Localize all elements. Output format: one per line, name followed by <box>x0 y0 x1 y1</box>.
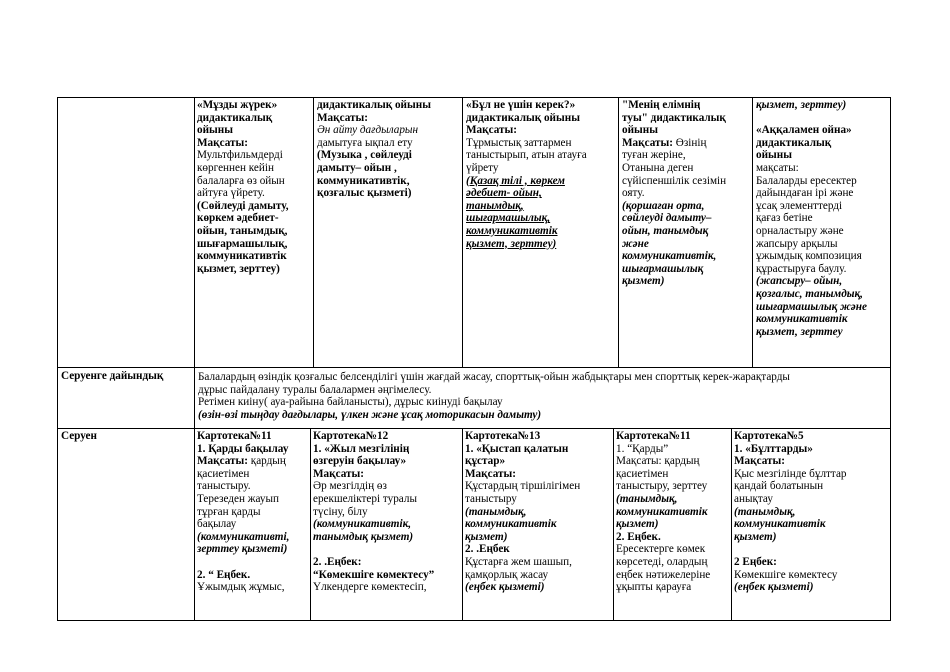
walk-preparation-label: Серуенге дайындық <box>61 370 164 382</box>
text-line: ойын, танымдық, <box>197 224 288 237</box>
text-line: көрсетеді, олардың <box>616 555 708 568</box>
text-line: дайындаған ірі және <box>756 187 854 200</box>
text-line: «Аққаламен ойна» <box>756 124 852 137</box>
text-line: құстар» <box>465 455 506 468</box>
text-line: (Музыка , сөйлеуді <box>317 149 412 162</box>
text-line: Картотека№13 <box>465 430 541 442</box>
text-line: Мақсаты: <box>466 124 517 137</box>
text-line: Мақсаты: <box>734 455 785 468</box>
text-line: 1. «Жыл мезгілінің <box>313 442 410 455</box>
row3-label <box>61 430 194 444</box>
text-line: Тұрмыстық заттармен <box>466 136 572 149</box>
text-line: сүйіспеншілік сезімін <box>622 174 727 187</box>
text-line: қызмет) <box>465 530 508 543</box>
walk-label: Серуен <box>61 430 97 442</box>
text-line: шығармашылық, <box>197 237 288 250</box>
text-line: өзгеруін бақылау» <box>313 455 407 468</box>
text-line: коммуникативтік <box>197 250 287 263</box>
text-line: коммуникативтік, <box>622 250 717 263</box>
text-line: Ересектерге көмек <box>616 543 706 556</box>
text-line: және <box>622 237 649 250</box>
text-line: шығармашылық, <box>466 212 551 225</box>
text-line: қызмет, зерттеу) <box>756 99 847 111</box>
text-line: "Менің елімнің <box>622 99 701 111</box>
text-line: мақсаты: <box>756 161 799 174</box>
text-line: жапсыру арқылы <box>756 237 838 250</box>
text-line: Балаларды ересектер <box>756 174 857 187</box>
text-line: көргеннен кейін <box>197 161 274 174</box>
text-line: дамытуға ықпал ету <box>317 136 413 149</box>
text-line: қозғалыс, танымдық, <box>756 287 863 300</box>
text-line: сөйлеуді дамыту– <box>622 212 712 225</box>
text-line: түсіну, білу <box>313 505 368 518</box>
text-line: қандай болатынын <box>734 480 824 493</box>
row1-cell-game-what-for <box>466 99 617 367</box>
table-row-divider-2 <box>57 428 891 429</box>
text-line: коммуникативтік <box>756 313 848 326</box>
text-line: қызмет) <box>622 275 665 288</box>
row1-cell-game-flag <box>622 99 751 367</box>
text-line: 2. Еңбек. <box>616 530 661 543</box>
text-line: “Көмекшіге көмектесу” <box>313 568 435 581</box>
text-line: ерекшеліктері туралы <box>313 492 417 505</box>
text-line: (қоршаған орта, <box>622 199 705 212</box>
text-line: айтуға үйрету. <box>197 187 265 200</box>
text-line: дидактикалық <box>756 136 832 149</box>
text-line: Картотека№5 <box>734 430 804 442</box>
text-line: әдебиет- ойын, <box>466 187 542 200</box>
text-line: 2 Еңбек: <box>734 555 777 568</box>
text-line: Мақсаты: <box>197 136 248 149</box>
text-line: үйрету <box>466 161 499 174</box>
text-line: шығармашылық <box>622 262 704 275</box>
row3-cell-card-12 <box>313 430 461 620</box>
text-line: коммуникативтік <box>465 518 557 531</box>
text-line: 2. .Еңбек <box>465 543 510 556</box>
text-line: қағаз бетіне <box>756 212 813 225</box>
row2-label <box>61 370 194 384</box>
text-line: еңбек нәтижелеріне <box>616 568 711 581</box>
row3-column-divider-4 <box>613 428 614 621</box>
row1-cell-game-white-pencil <box>756 99 890 367</box>
text-line: дидактикалық <box>197 111 273 124</box>
text-line: Картотека№11 <box>616 430 691 442</box>
text-line: (танымдық, <box>734 505 796 518</box>
text-line: қызмет) <box>734 530 777 543</box>
text-line: коммуникативтік <box>734 518 826 531</box>
text-line: (коммуникативті, <box>197 530 290 543</box>
text-line: таныстыру. <box>197 480 251 493</box>
row3-column-divider-3 <box>462 428 463 621</box>
row1-column-divider-2 <box>313 97 314 368</box>
text-line: Қыс мезгілінде бұлттар <box>734 467 847 480</box>
row2-content <box>198 371 888 427</box>
text-line: Мақсаты: <box>465 467 516 480</box>
text-line: ойын, танымдық <box>622 224 709 237</box>
text-line: (еңбек қызметі) <box>465 581 545 594</box>
text-line: таныстырып, атын атауға <box>466 149 587 162</box>
row3-cell-card-11 <box>197 430 309 620</box>
text-line: ұжымдық композиция <box>756 250 862 263</box>
text-line: коммуникативтік <box>616 505 708 518</box>
text-line: шығармашылық және <box>756 300 867 313</box>
text-line: Ретімен киіну( ауа-райына байланысты), дұрыс киінуді бақылау <box>198 396 503 409</box>
text-line: Терезеден жауып <box>197 492 279 505</box>
text-line: Құстарға жем шашып, <box>465 555 572 568</box>
text-line <box>197 556 309 569</box>
text-line: «Бұл не үшін керек?» <box>466 99 576 111</box>
text-line: Мақсаты: <box>313 467 364 480</box>
text-line: (еңбек қызметі) <box>734 581 814 594</box>
text-line <box>313 543 461 556</box>
text-line: танымдық қызмет) <box>313 530 414 543</box>
text-line: 1. «Бұлттарды» <box>734 442 813 455</box>
text-line: туған жеріне, <box>622 149 686 162</box>
text-line: қамқорлық жасау <box>465 568 549 581</box>
text-line: коммуникативтік, <box>317 174 410 187</box>
text-line: Мақсаты: <box>317 111 368 124</box>
text-line: ұсақ элементтерді <box>756 199 843 212</box>
text-line: қызмет, зерттеу) <box>466 237 557 250</box>
row3-cell-card-11b <box>616 430 730 620</box>
text-line: қызмет) <box>616 518 659 531</box>
text-line: дидактикалық ойыны <box>466 111 580 124</box>
text-line: қызмет, зерттеу) <box>197 262 280 275</box>
column-divider-1 <box>194 97 195 621</box>
text-line: таныстыру, зерттеу <box>616 480 708 493</box>
text-line: ұқыпты қарауға <box>616 581 692 594</box>
text-line: ояту. <box>622 187 645 200</box>
table-border-right <box>890 97 891 621</box>
row1-cell-music-game <box>317 99 461 367</box>
text-line: анықтау <box>734 492 773 505</box>
text-line: танымдық, <box>466 199 524 212</box>
text-line: Үлкендерге көмектесіп, <box>313 581 427 594</box>
table-row-divider-1 <box>57 367 891 368</box>
table-border-top <box>57 97 891 98</box>
text-line: Ән айту дағдыларын <box>317 124 419 137</box>
text-line: коммуникативтік <box>466 224 558 237</box>
text-line: (танымдық, <box>616 492 678 505</box>
text-line: балаларға өз ойын <box>197 174 285 187</box>
row3-cell-card-13 <box>465 430 612 620</box>
text-line: (коммуникативтік, <box>313 518 412 531</box>
text-line: дұрыс пайдалану туралы балалармен әңгімелесу. <box>198 383 432 396</box>
text-line: Мультфильмдерді <box>197 149 283 162</box>
text-line: бақылау <box>197 518 237 531</box>
row1-cell-game-frozen-heart <box>197 99 312 367</box>
text-line: ойыны <box>197 124 233 137</box>
text-line: Құстардың тіршілігімен <box>465 480 581 493</box>
text-line: «Мұзды жүрек» <box>197 99 278 111</box>
text-line: Картотека№11 <box>197 430 272 442</box>
text-line: құрастыруға баулу. <box>756 262 847 275</box>
text-line: Мақсаты: қардың <box>197 455 286 468</box>
text-line: (танымдық, <box>465 505 527 518</box>
text-line: дамыту– ойын , <box>317 161 397 174</box>
text-line: Мақсаты: қардың <box>616 455 700 468</box>
text-line: қасиетімен <box>616 467 669 480</box>
row3-cell-card-5 <box>734 430 889 620</box>
table-border-bottom <box>57 620 891 621</box>
text-line: қызмет, зерттеу <box>756 325 843 338</box>
text-line: ойыны <box>756 149 792 162</box>
text-line: (Қазақ тілі , көркем <box>466 174 565 187</box>
text-line <box>734 543 889 556</box>
text-line: тұрған қарды <box>197 505 261 518</box>
text-line: Картотека№12 <box>313 430 389 442</box>
text-line: 1. “Қарды” <box>616 442 669 455</box>
text-line: Әр мезгілдің өз <box>313 480 387 493</box>
text-line: орналастыру және <box>756 224 844 237</box>
text-line: Мақсаты: Өзінің <box>622 136 707 149</box>
text-line: 2. “ Еңбек. <box>197 568 251 581</box>
text-line: көркем әдебиет- <box>197 212 279 225</box>
text-line: (өзін-өзі тыңдау дағдылары, үлкен және ұсақ моторикасын дамыту) <box>198 408 542 421</box>
row1-column-divider-3 <box>462 97 463 368</box>
row1-column-divider-4 <box>618 97 619 368</box>
row3-column-divider-5 <box>731 428 732 621</box>
text-line: Ұжымдық жұмыс, <box>197 581 285 594</box>
text-line: туы" дидактикалық <box>622 111 726 124</box>
text-line: таныстыру <box>465 492 517 505</box>
text-line <box>756 112 890 125</box>
text-line: қасиетімен <box>197 467 250 480</box>
text-line: дидактикалық ойыны <box>317 99 431 111</box>
text-line: 2. .Еңбек: <box>313 555 362 568</box>
table-border-left <box>57 97 58 621</box>
row3-column-divider-2 <box>310 428 311 621</box>
text-line: Отанына деген <box>622 161 694 174</box>
text-line: 1. Қарды бақылау <box>197 442 289 455</box>
text-line: қозғалыс қызметі) <box>317 187 412 200</box>
row1-column-divider-5 <box>752 97 753 368</box>
text-line: Балалардың өзіндік қозғалыс белсенділігі үшін жағдай жасау, спорттық-ойын жабдықтары мен спорттық керек-жарақтарды <box>198 371 790 383</box>
text-line: Көмекшіге көмектесу <box>734 568 838 581</box>
text-line: (жапсыру– ойын, <box>756 275 843 288</box>
text-line: ойыны <box>622 124 658 137</box>
text-line: (Сөйлеуді дамыту, <box>197 199 289 212</box>
text-line: 1. «Қыстап қалатын <box>465 442 569 455</box>
text-line: зерттеу қызметі) <box>197 543 288 556</box>
